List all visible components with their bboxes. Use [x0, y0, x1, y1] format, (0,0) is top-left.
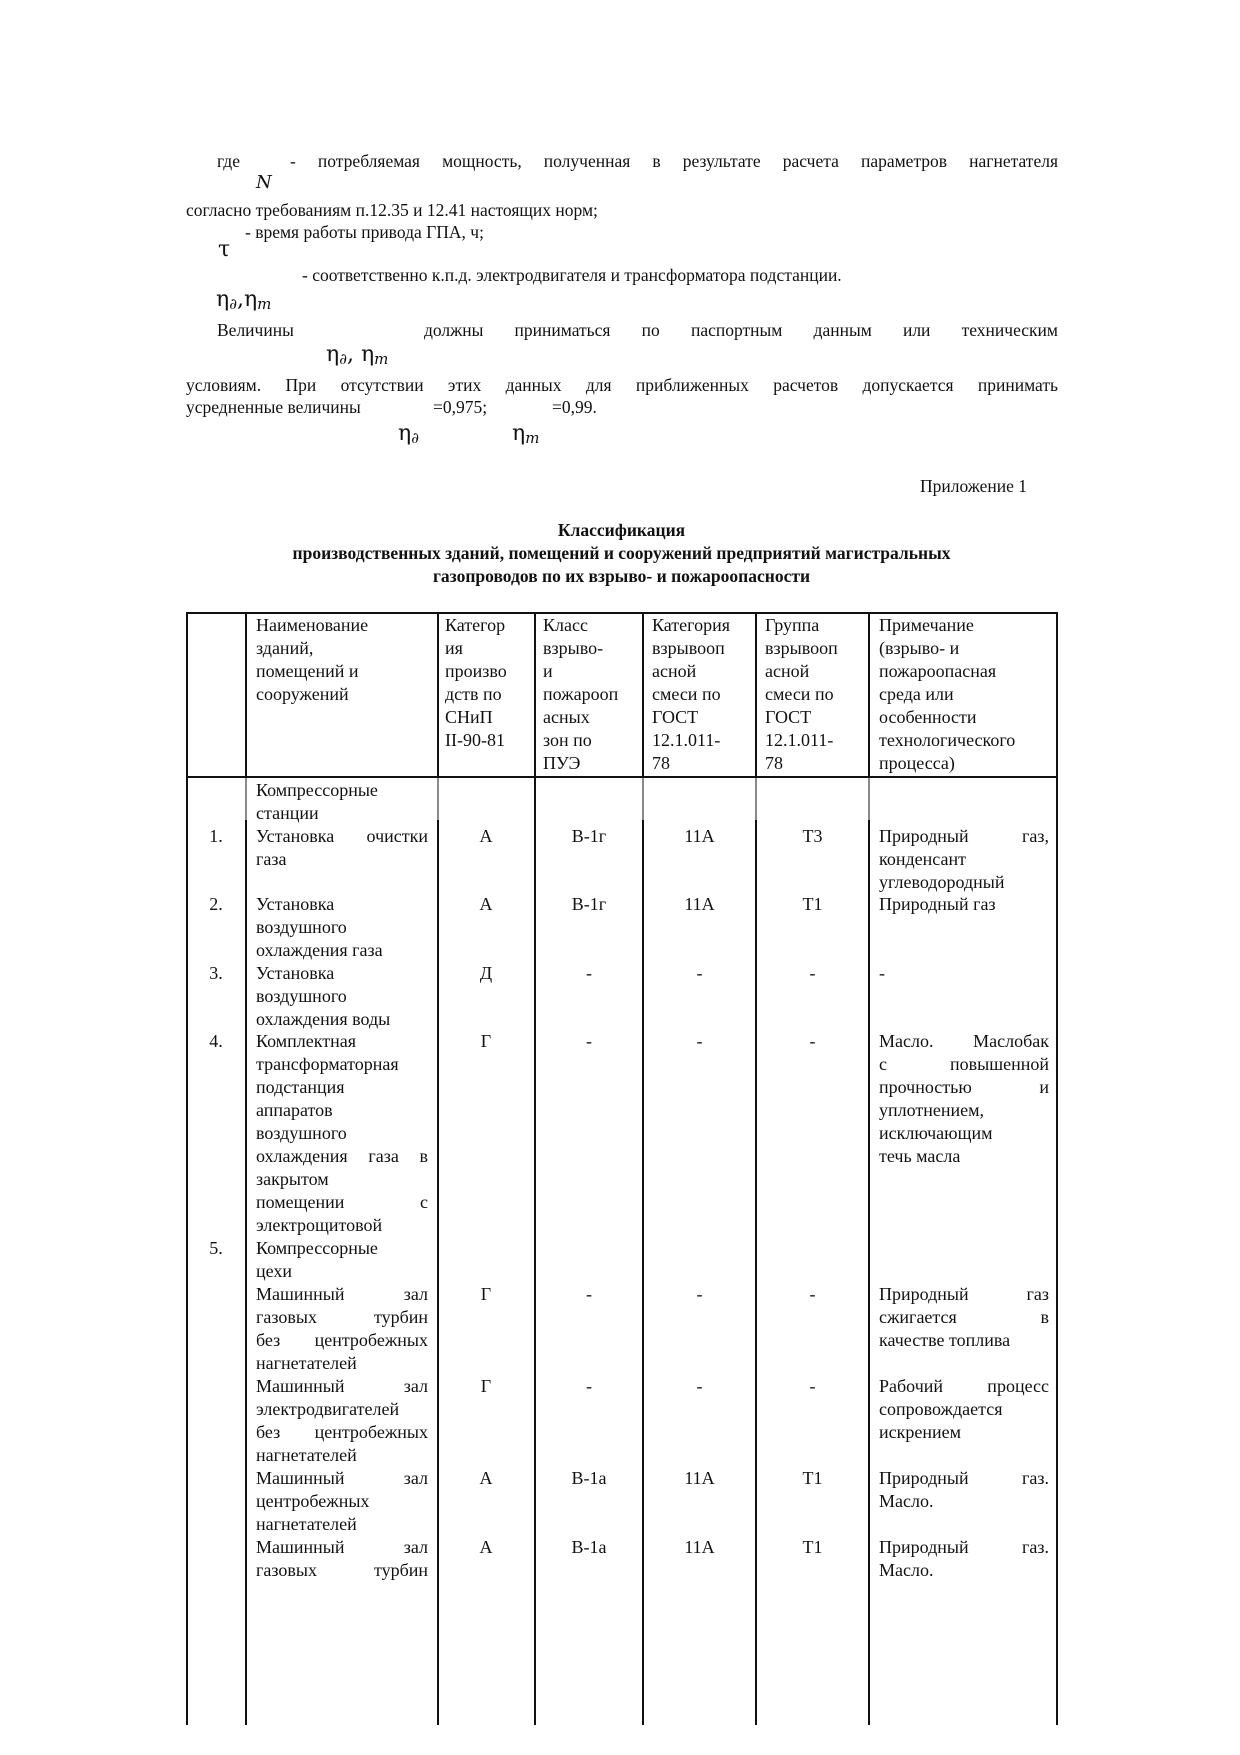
efficiency-definition-text: - соответственно к.п.д. электродвигателя и трансформатора подстанции. — [302, 265, 842, 285]
comma: , — [346, 342, 354, 367]
row-mix-category: 11А — [684, 1537, 715, 1557]
section-heading-line: Компрессорные — [256, 780, 378, 800]
row-name-line: трансформаторная — [256, 1054, 399, 1074]
symbol-eta-d-eta-m-2 — [326, 343, 388, 371]
sub-m: m — [525, 429, 540, 447]
sub-d: ∂ — [229, 295, 237, 313]
header-mix-cat-line: асной — [652, 661, 697, 681]
row-note-line: качестве топлива — [879, 1330, 1011, 1350]
row-note-line: сжигается в — [879, 1307, 1049, 1327]
row-note-line: конденсант — [879, 849, 966, 869]
row-note-line: Природный газ — [879, 1284, 1049, 1304]
row-note — [879, 1536, 1049, 1582]
sub-d: ∂ — [339, 350, 347, 368]
row-number: 3. — [209, 963, 223, 983]
symbol-eta-m — [512, 422, 539, 450]
row-note-line: искрением — [879, 1422, 962, 1442]
row-mix-category: - — [696, 1284, 703, 1304]
conditions-text: условиям. При отсутствии этих данных для приближенных расчетов допускается принимать — [186, 375, 1058, 395]
eta-d-value: =0,975; — [433, 397, 488, 417]
header-note — [879, 614, 1054, 775]
header-mix-group-line: смеси по — [765, 684, 834, 704]
row-name-line: воздушного — [256, 917, 347, 937]
row-category: А — [479, 894, 493, 914]
row-name — [256, 962, 428, 1031]
sub-d: ∂ — [411, 429, 419, 447]
row-zone-class: В-1а — [571, 1468, 607, 1488]
word-values: Величины — [217, 320, 294, 340]
symbol-N — [256, 170, 272, 195]
row-zone-class: В-1а — [571, 1537, 607, 1557]
row-note — [879, 1030, 1049, 1168]
row-note-line: прочностью и — [879, 1077, 1049, 1097]
row-note-line: Масло. — [879, 1560, 934, 1580]
row-mix-group: Т1 — [802, 1537, 823, 1557]
row-name-line: воздушного — [256, 1123, 347, 1143]
table-left-border — [186, 612, 188, 1725]
header-name-line: зданий, — [256, 638, 314, 658]
row-name-line: Машинный зал — [256, 1537, 428, 1557]
header-category-line: II-90-81 — [445, 730, 505, 750]
col-divider-4 — [642, 820, 644, 1725]
header-name-line: сооружений — [256, 684, 349, 704]
row-category: А — [479, 1537, 493, 1557]
col-divider-2 — [437, 820, 439, 1725]
row-note-line: Масло. Маслобак — [879, 1031, 1049, 1051]
row-name-line: охлаждения газа в — [256, 1146, 428, 1166]
col-divider-2-header — [437, 612, 439, 778]
eta-glyph: η — [398, 421, 412, 446]
header-zone-line: зон по — [543, 730, 592, 750]
row-note-line: течь масла — [879, 1146, 961, 1166]
row-category: А — [479, 1468, 493, 1488]
title-line-2: производственных зданий, помещений и сооружений предприятий магистральных — [292, 543, 951, 563]
row-zone-class: - — [586, 1031, 592, 1051]
col-divider-6 — [868, 820, 870, 1725]
row-zone-class: - — [586, 963, 592, 983]
row-name — [256, 1536, 428, 1582]
sub-m: m — [257, 295, 272, 313]
row-note — [879, 1467, 1049, 1513]
row-mix-category: 11А — [684, 894, 715, 914]
header-category-line: Категор — [445, 615, 506, 635]
row-mix-category: - — [696, 963, 703, 983]
header-zone-line: и — [543, 661, 553, 681]
table-right-border — [1056, 612, 1058, 1725]
row-note-line: уплотнением, — [879, 1100, 985, 1120]
row-name-line: цехи — [256, 1261, 293, 1281]
row-note — [879, 1283, 1049, 1352]
row-number: 4. — [209, 1031, 223, 1051]
row-name — [256, 1467, 428, 1536]
row-name-line: без центробежных — [256, 1330, 428, 1350]
row-name-line: газовых турбин — [256, 1560, 428, 1580]
header-mix-category — [652, 614, 756, 775]
header-bottom-border — [186, 776, 1058, 778]
header-mix-cat-line: 12.1.011- — [652, 730, 721, 750]
header-mix-cat-line: смеси по — [652, 684, 721, 704]
header-zone-line: взрыво- — [543, 638, 604, 658]
row-name-line: Установка — [256, 963, 335, 983]
header-note-line: (взрыво- и — [879, 638, 960, 658]
row-name-line: охлаждения воды — [256, 1009, 391, 1029]
row-name — [256, 1237, 428, 1283]
row-zone-class: - — [586, 1376, 592, 1396]
passport-data-text: должны приниматься по паспортным данным или техническим — [424, 320, 1058, 340]
row-note-line: сопровождается — [879, 1399, 1003, 1419]
row-name-line: Компрессорные — [256, 1238, 378, 1258]
row-name-line: электрощитовой — [256, 1215, 383, 1235]
header-note-line: Примечание — [879, 615, 974, 635]
row-name-line: подстанция — [256, 1077, 345, 1097]
header-category-line: произво — [445, 661, 507, 681]
symbol-eta-d — [398, 422, 419, 450]
section-heading-line: станции — [256, 803, 319, 823]
col-divider-2-section — [437, 778, 439, 820]
row-name-line: нагнетателей — [256, 1353, 357, 1373]
row-name-line: газовых турбин — [256, 1307, 428, 1327]
header-name-line: помещений и — [256, 661, 359, 681]
row-zone-class: - — [586, 1284, 592, 1304]
row-name — [256, 1375, 428, 1467]
header-note-line: процесса) — [879, 753, 955, 773]
col-divider-4-section — [642, 778, 644, 820]
row-category: Г — [480, 1284, 492, 1304]
row-mix-category: 11А — [684, 826, 715, 846]
header-mix-group-line: взрывооп — [765, 638, 838, 658]
word-where: где — [217, 151, 240, 171]
header-mix-cat-line: ГОСТ — [652, 707, 699, 727]
row-zone-class: В-1г — [571, 894, 607, 914]
row-note-line: углеводородный — [879, 872, 1005, 892]
row-name-line: центробежных — [256, 1491, 370, 1511]
row-number: 2. — [209, 894, 223, 914]
header-mix-cat-line: Категория — [652, 615, 730, 635]
row-name — [256, 1283, 428, 1375]
header-mix-group-line: асной — [765, 661, 810, 681]
row-number: 5. — [209, 1238, 223, 1258]
row-name-line: без центробежных — [256, 1422, 428, 1442]
row-note-line: Рабочий процесс — [879, 1376, 1049, 1396]
row-mix-group: Т1 — [802, 894, 823, 914]
header-zone-line: ПУЭ — [543, 753, 581, 773]
row-name-line: газа — [256, 849, 287, 869]
row-mix-category: - — [696, 1031, 703, 1051]
eta-glyph: η — [326, 342, 340, 367]
row-name-line: Установка — [256, 894, 335, 914]
header-note-line: технологического — [879, 730, 1016, 750]
eta-glyph: η — [243, 287, 258, 312]
row-mix-group: - — [809, 963, 816, 983]
row-note — [879, 893, 1049, 916]
sub-m: m — [374, 350, 389, 368]
symbol-eta-d-eta-m — [216, 288, 271, 316]
row-zone-class: В-1г — [571, 826, 607, 846]
header-zone-line: Класс — [543, 615, 588, 635]
row-name-line: нагнетателей — [256, 1445, 357, 1465]
row-category: Г — [480, 1376, 492, 1396]
row-name-line: охлаждения газа — [256, 940, 383, 960]
col-divider-5 — [755, 820, 757, 1725]
row-name-line: закрытом — [256, 1169, 329, 1189]
row-name-line: воздушного — [256, 986, 347, 1006]
header-note-line: особенности — [879, 707, 977, 727]
col-divider-1-header — [245, 612, 247, 778]
col-divider-6-section — [868, 778, 870, 820]
row-name-line: Машинный зал — [256, 1284, 428, 1304]
row-note-line: Природный газ. — [879, 1537, 1049, 1557]
row-mix-category: 11А — [684, 1468, 715, 1488]
row-name-line: помещении с — [256, 1192, 428, 1212]
header-mix-cat-line: 78 — [652, 753, 670, 773]
header-mix-group — [765, 614, 869, 775]
title-line-1: Классификация — [557, 520, 686, 540]
power-definition-text: - потребляемая мощность, полученная в результате расчета параметров нагнетателя — [290, 151, 1058, 171]
row-mix-group: Т1 — [802, 1468, 823, 1488]
averaged-values-text: усредненные величины — [186, 397, 361, 417]
title-line-3: газопроводов по их взрыво- и пожароопасности — [432, 566, 811, 586]
header-zone-line: пожарооп — [543, 684, 619, 704]
row-note-line: исключающим — [879, 1123, 993, 1143]
header-category-line: ия — [445, 638, 463, 658]
row-note-line: с повышенной — [879, 1054, 1049, 1074]
header-note-line: среда или — [879, 684, 954, 704]
row-name-line: Машинный зал — [256, 1468, 428, 1488]
row-note-line: Природный газ. — [879, 1468, 1049, 1488]
row-note-line: Природный газ — [879, 894, 996, 914]
section-heading-compressor-stations — [256, 779, 428, 825]
comma: , — [236, 287, 244, 312]
row-name-line: Машинный зал — [256, 1376, 428, 1396]
header-category — [445, 614, 535, 752]
header-mix-group-line: 78 — [765, 753, 783, 773]
row-mix-group: - — [809, 1031, 816, 1051]
row-name — [256, 825, 428, 871]
row-category: Г — [480, 1031, 492, 1051]
col-divider-1-section — [245, 778, 247, 820]
row-note-line: - — [879, 963, 885, 983]
symbol-N-glyph: N — [256, 172, 272, 193]
header-category-line: СНиП — [445, 707, 493, 727]
header-mix-group-line: ГОСТ — [765, 707, 812, 727]
row-name — [256, 1030, 428, 1237]
row-name — [256, 893, 428, 962]
row-note-line: Природный газ, — [879, 826, 1049, 846]
header-category-line: дств по — [445, 684, 502, 704]
header-zone-class — [543, 614, 643, 775]
header-zone-line: асных — [543, 707, 590, 727]
row-mix-group: Т3 — [802, 826, 823, 846]
row-category: Д — [479, 963, 493, 983]
row-category: А — [479, 826, 493, 846]
symbol-tau: τ — [218, 237, 231, 262]
header-mix-group-line: Группа — [765, 615, 820, 635]
eta-glyph: η — [360, 342, 375, 367]
row-name-line: Комплектная — [256, 1031, 357, 1051]
eta-glyph: η — [216, 287, 230, 312]
row-name-line: аппаратов — [256, 1100, 333, 1120]
row-mix-group: - — [809, 1284, 816, 1304]
eta-glyph: η — [512, 421, 526, 446]
time-definition-text: - время работы привода ГПА, ч; — [245, 222, 484, 242]
row-note — [879, 825, 1049, 894]
row-number: 1. — [209, 826, 223, 846]
eta-m-value: =0,99. — [552, 397, 597, 417]
row-note — [879, 962, 1049, 985]
row-name-line: электродвигателей — [256, 1399, 400, 1419]
appendix-label: Приложение 1 — [920, 476, 1028, 496]
header-note-line: пожароопасная — [879, 661, 997, 681]
row-mix-group: - — [809, 1376, 816, 1396]
col-divider-1 — [245, 820, 247, 1725]
norms-reference-text: согласно требованиям п.12.35 и 12.41 настоящих норм; — [186, 200, 598, 220]
header-mix-cat-line: взрывооп — [652, 638, 725, 658]
row-name-line: нагнетателей — [256, 1514, 357, 1534]
col-divider-5-section — [755, 778, 757, 820]
header-name-line: Наименование — [256, 615, 369, 635]
row-name-line: Установка очистки — [256, 826, 428, 846]
header-name — [256, 614, 428, 706]
row-mix-category: - — [696, 1376, 703, 1396]
row-note-line: Масло. — [879, 1491, 934, 1511]
header-mix-group-line: 12.1.011- — [765, 730, 834, 750]
row-note — [879, 1375, 1049, 1444]
